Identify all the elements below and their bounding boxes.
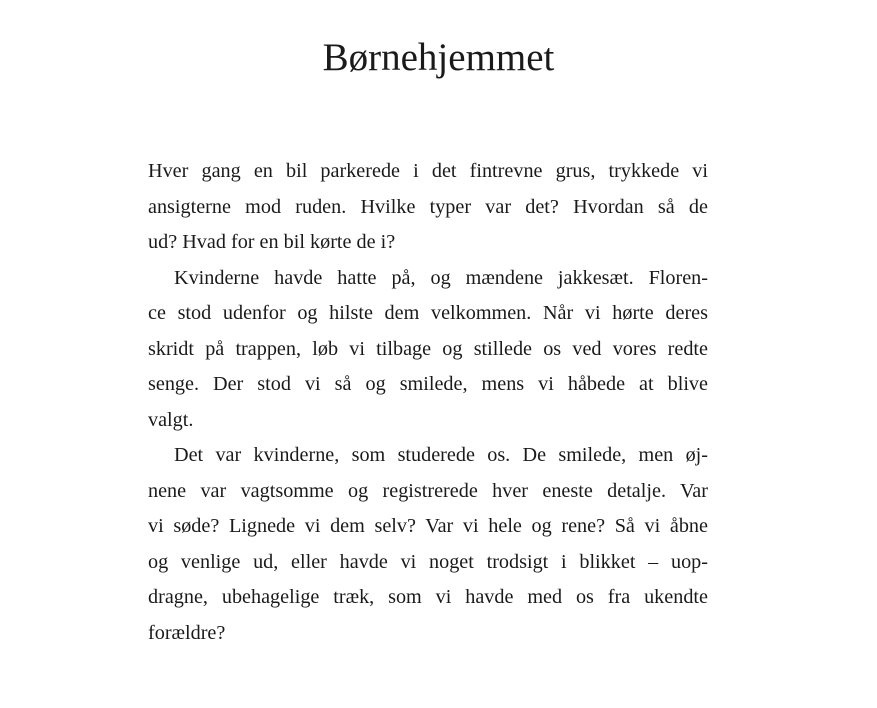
text-line: ud? Hvad for en bil kørte de i? [148, 231, 396, 253]
text-line: valgt. [148, 408, 194, 431]
paragraph-2 [148, 261, 708, 439]
text-line: senge. Der stod vi så og smilede, mens vi håbede at blive [148, 373, 708, 395]
chapter-title: Børnehjemmet [322, 36, 555, 79]
paragraph-3 [148, 438, 708, 651]
text-line: Det var kvinderne, som studerede os. De smilede, men øj- [174, 444, 708, 466]
text-line: ansigterne mod ruden. Hvilke typer var det? Hvordan så de [148, 195, 708, 218]
text-line: forældre? [148, 621, 226, 644]
paragraph-1 [148, 154, 708, 261]
chapter-body [148, 154, 708, 651]
text-line: vi søde? Lignede vi dem selv? Var vi hele og rene? Så vi åbne [148, 515, 708, 537]
text-line: dragne, ubehagelige træk, som vi havde med os fra ukendte [148, 586, 708, 608]
text-line: Kvinderne havde hatte på, og mændene jakkesæt. Floren- [174, 266, 708, 289]
text-line: skridt på trappen, løb vi tilbage og stillede os ved vores redte [148, 337, 708, 360]
text-line: nene var vagtsomme og registrerede hver eneste detalje. Var [148, 479, 708, 502]
text-line: og venlige ud, eller havde vi noget trodsigt i blikket – uop- [148, 550, 708, 573]
text-line: ce stod udenfor og hilste dem velkommen. Når vi hørte deres [148, 302, 708, 324]
text-line: Hver gang en bil parkerede i det fintrevne grus, trykkede vi [148, 160, 708, 182]
